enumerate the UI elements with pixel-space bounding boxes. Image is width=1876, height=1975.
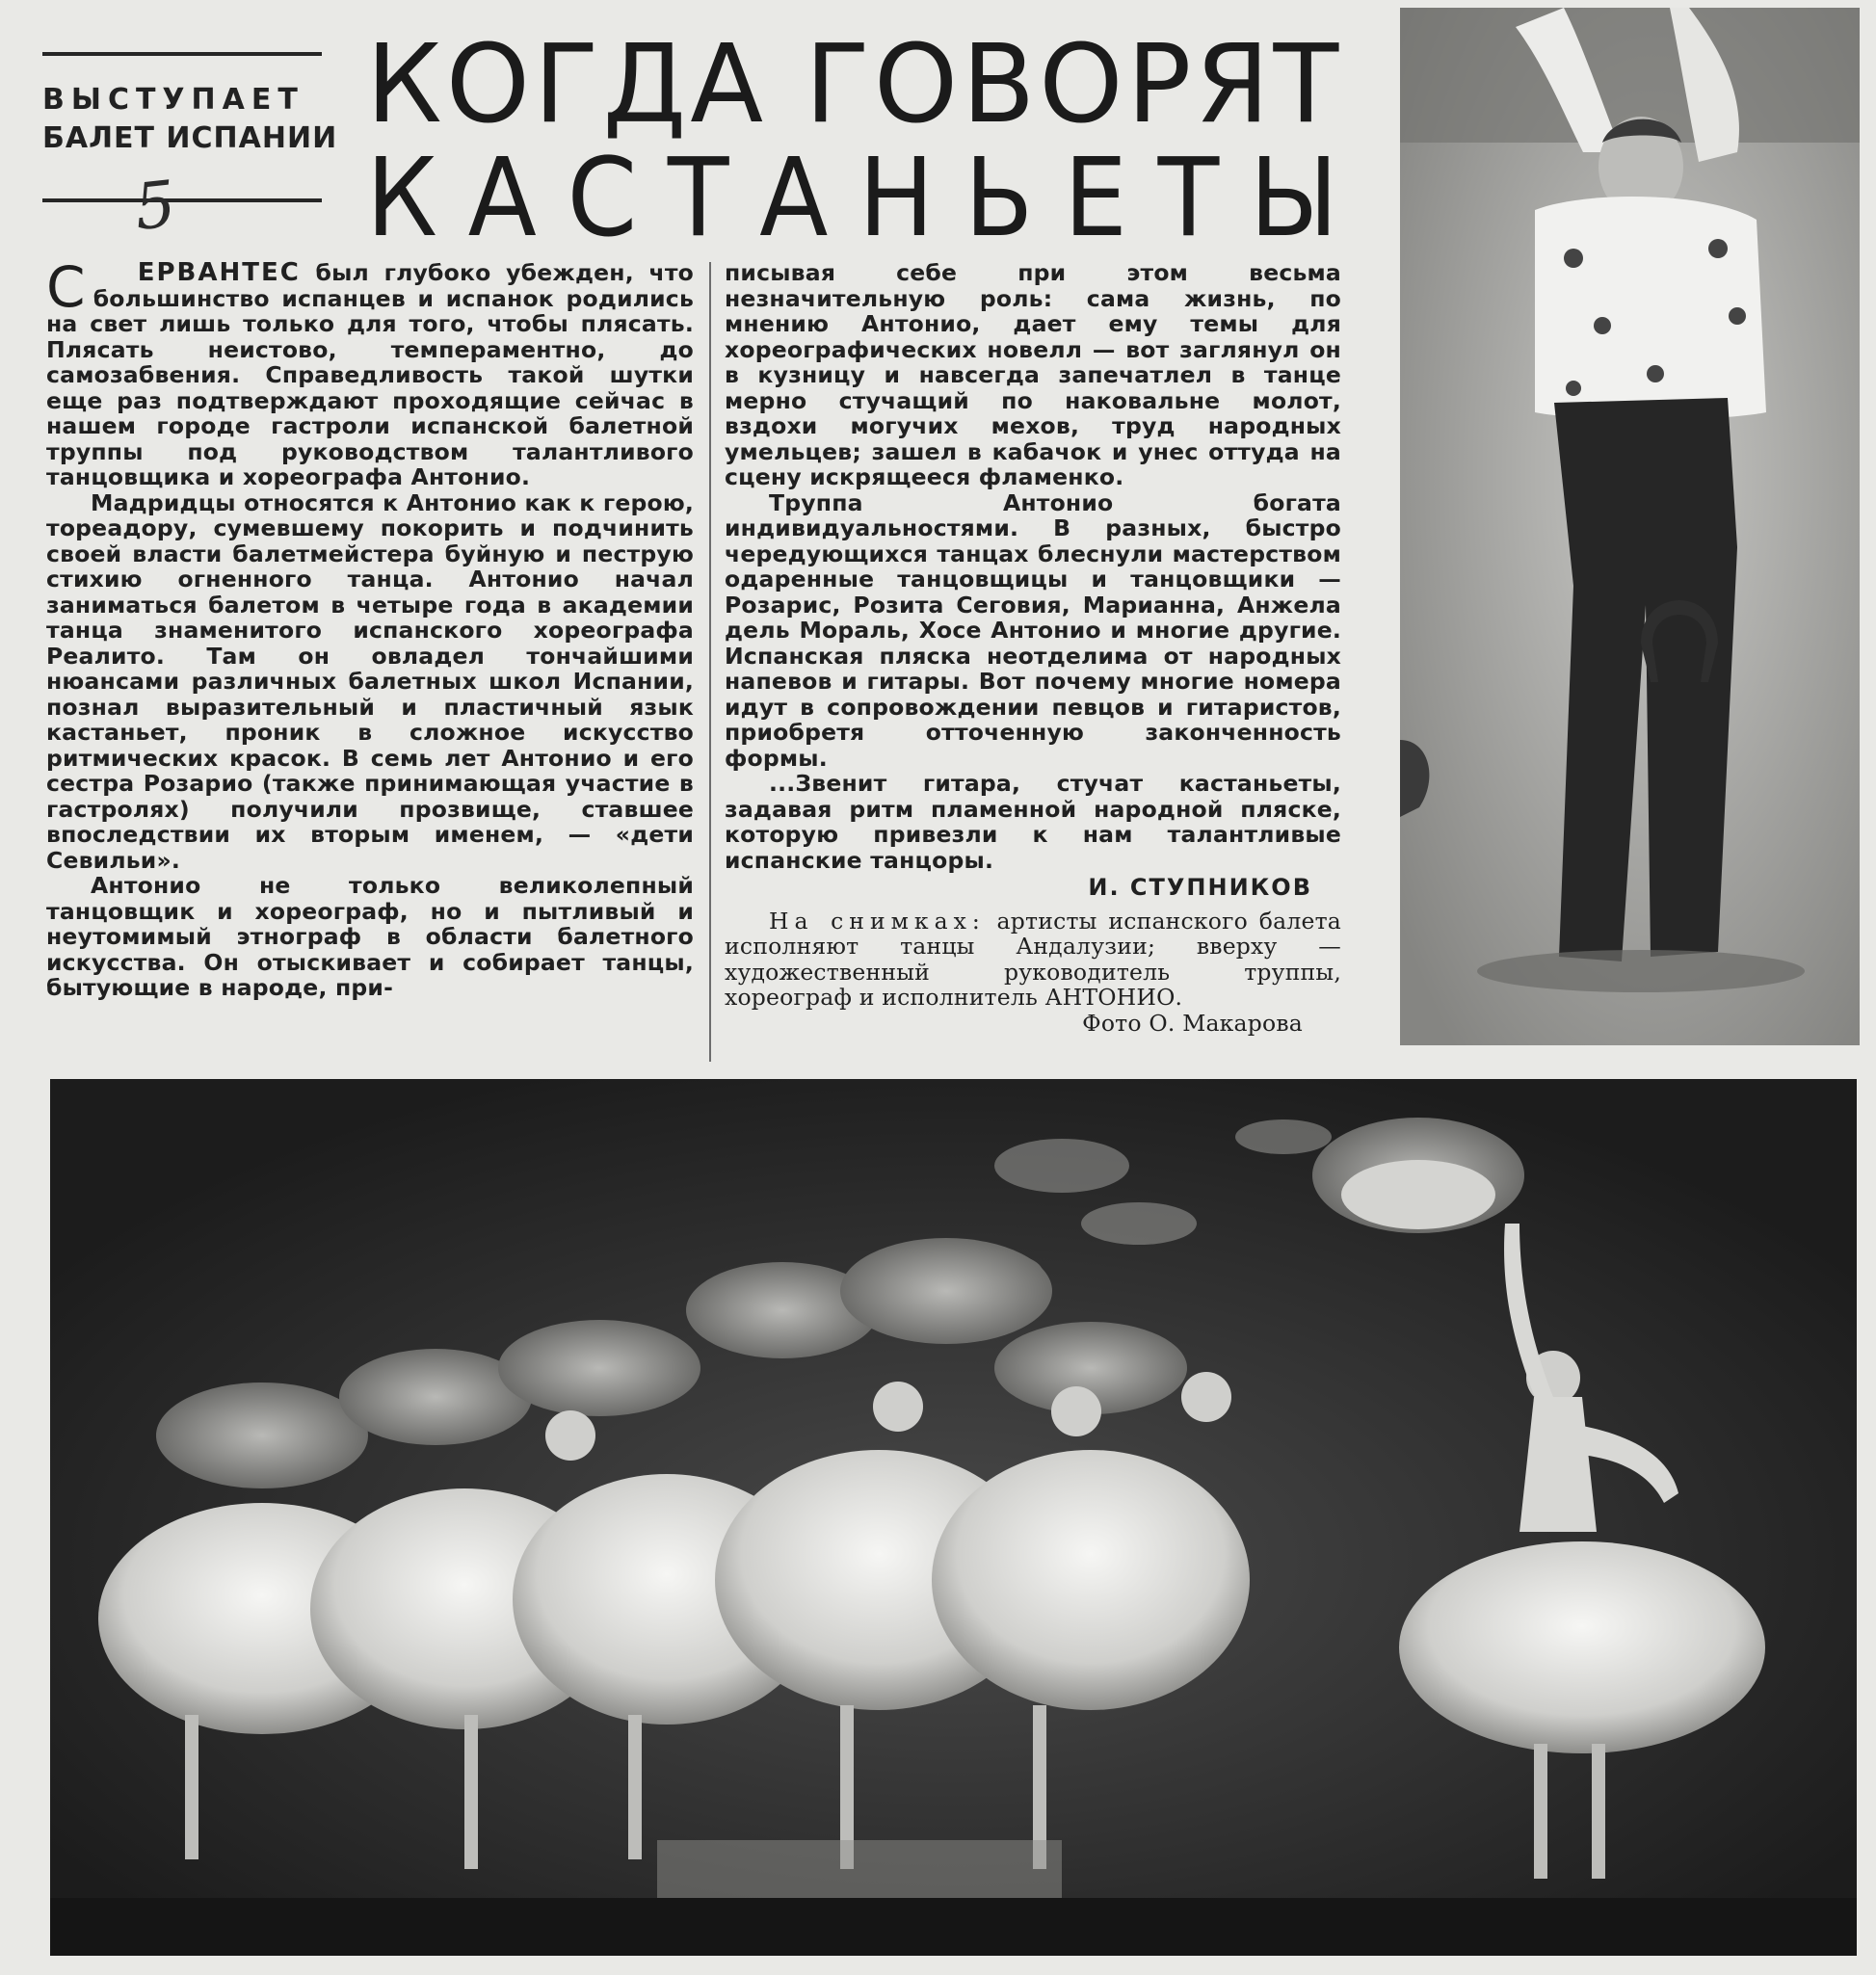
author-byline: И. СТУПНИКОВ (1088, 874, 1312, 901)
rubric-top-rule (42, 52, 322, 56)
caption-lead: На снимках: (769, 907, 986, 935)
photo-antonio-portrait (1400, 8, 1860, 1045)
headline-line-1: КОГДА ГОВОРЯТ (366, 22, 1343, 147)
photo-ensemble-stage (50, 1079, 1857, 1956)
article-headline (366, 22, 1378, 261)
photo-antonio-drawing (1400, 8, 1860, 1045)
article-paragraph-3-continued: писывая себе при этом весьма незначительную роль: сама жизнь, по мнению Антонио, дает ему темы для хореографических новелл — вот заглянул он в кузницу и навсегда запечатлел в танце мерно стучащий по наковальне молот, вздохи могучих мехов, труд народных умельцев; зашел в кабачок и унес оттуда на сцену искрящееся фламенко. (725, 259, 1341, 490)
photo-caption (725, 907, 1341, 1037)
handwritten-page-number: 5 (131, 167, 179, 245)
column-divider (709, 262, 711, 1062)
section-rubric (42, 52, 338, 202)
article-paragraph-1 (46, 254, 694, 490)
article-paragraph-4: Труппа Антонио богата индивидуальностями. В разных, быстро чередующихся танцах блеснули мастерством одаренные танцовщицы и танцовщики — Розарис, Розита Сеговия, Марианна, Анжела дель Мораль, Хосе Антонио и многие другие. Испанская пляска неотделима от народных напевов и гитары. Вот почему многие номера идут в сопровождении певцов и гитаристов, приобретя отточенную законченность формы. (725, 488, 1341, 772)
lead-word: ЕРВАНТЕС (137, 258, 301, 287)
paragraph-1-text: был глубоко убежден, что большинство испанцев и испанок родились на свет лишь только для того, чтобы плясать. Плясать неистово, темпераментно, до самозабвения. Справедливость такой шутки еще раз подтверждают проходящие сейчас в нашем городе гастроли испанской балетной труппы под руководством талантливого танцовщика и хореографа Антонио. (46, 259, 694, 490)
article-paragraph-3: Антонио не только великолепный танцовщик и хореограф, но и пытливый и неутомимый этнограф в области балетного искусства. Он отыскивает и собирает танцы, бытующие в народе, при- (46, 872, 694, 1001)
article-paragraph-5: ...Звенит гитара, стучат кастаньеты, задавая ритм пламенной народной пляске, которую привезли к нам талантливые испанские танцоры. (725, 770, 1341, 874)
photo-ensemble-drawing (50, 1079, 1857, 1956)
headline-line-2: КАСТАНЬЕТЫ (366, 136, 1369, 261)
caption-text: артисты испанского балета исполняют танцы Андалузии; вверху — художественный руководитель труппы, хореограф и исполнитель АНТОНИО. (725, 907, 1341, 1011)
photo-credit: Фото О. Макарова (1082, 1009, 1303, 1037)
article-paragraph-2: Мадридцы относятся к Антонио как к герою, тореадору, сумевшему покорить и подчинить своей власти балетмейстера буйную и пеструю стихию огненного танца. Антонио начал заниматься балетом в четыре года в академии танца знаменитого испанского хореографа Реалито. Там он овладел тончайшими нюансами различных балетных школ Испании, познал выразительный и пластичный язык кастаньет, проник в сложное искусство ритмических красок. В семь лет Антонио и его сестра Розарио (также принимающая участие в гастролях) получили прозвище, ставшее впоследствии их вторым именем, — «дети Севильи». (46, 488, 694, 874)
rubric-line-1: ВЫСТУПАЕТ (42, 83, 304, 117)
article-column-right (725, 260, 1341, 1036)
article-column-left (46, 254, 694, 1001)
drop-cap: С (46, 254, 86, 320)
rubric-bottom-rule (42, 198, 322, 202)
rubric-line-2: БАЛЕТ ИСПАНИИ (42, 121, 338, 155)
